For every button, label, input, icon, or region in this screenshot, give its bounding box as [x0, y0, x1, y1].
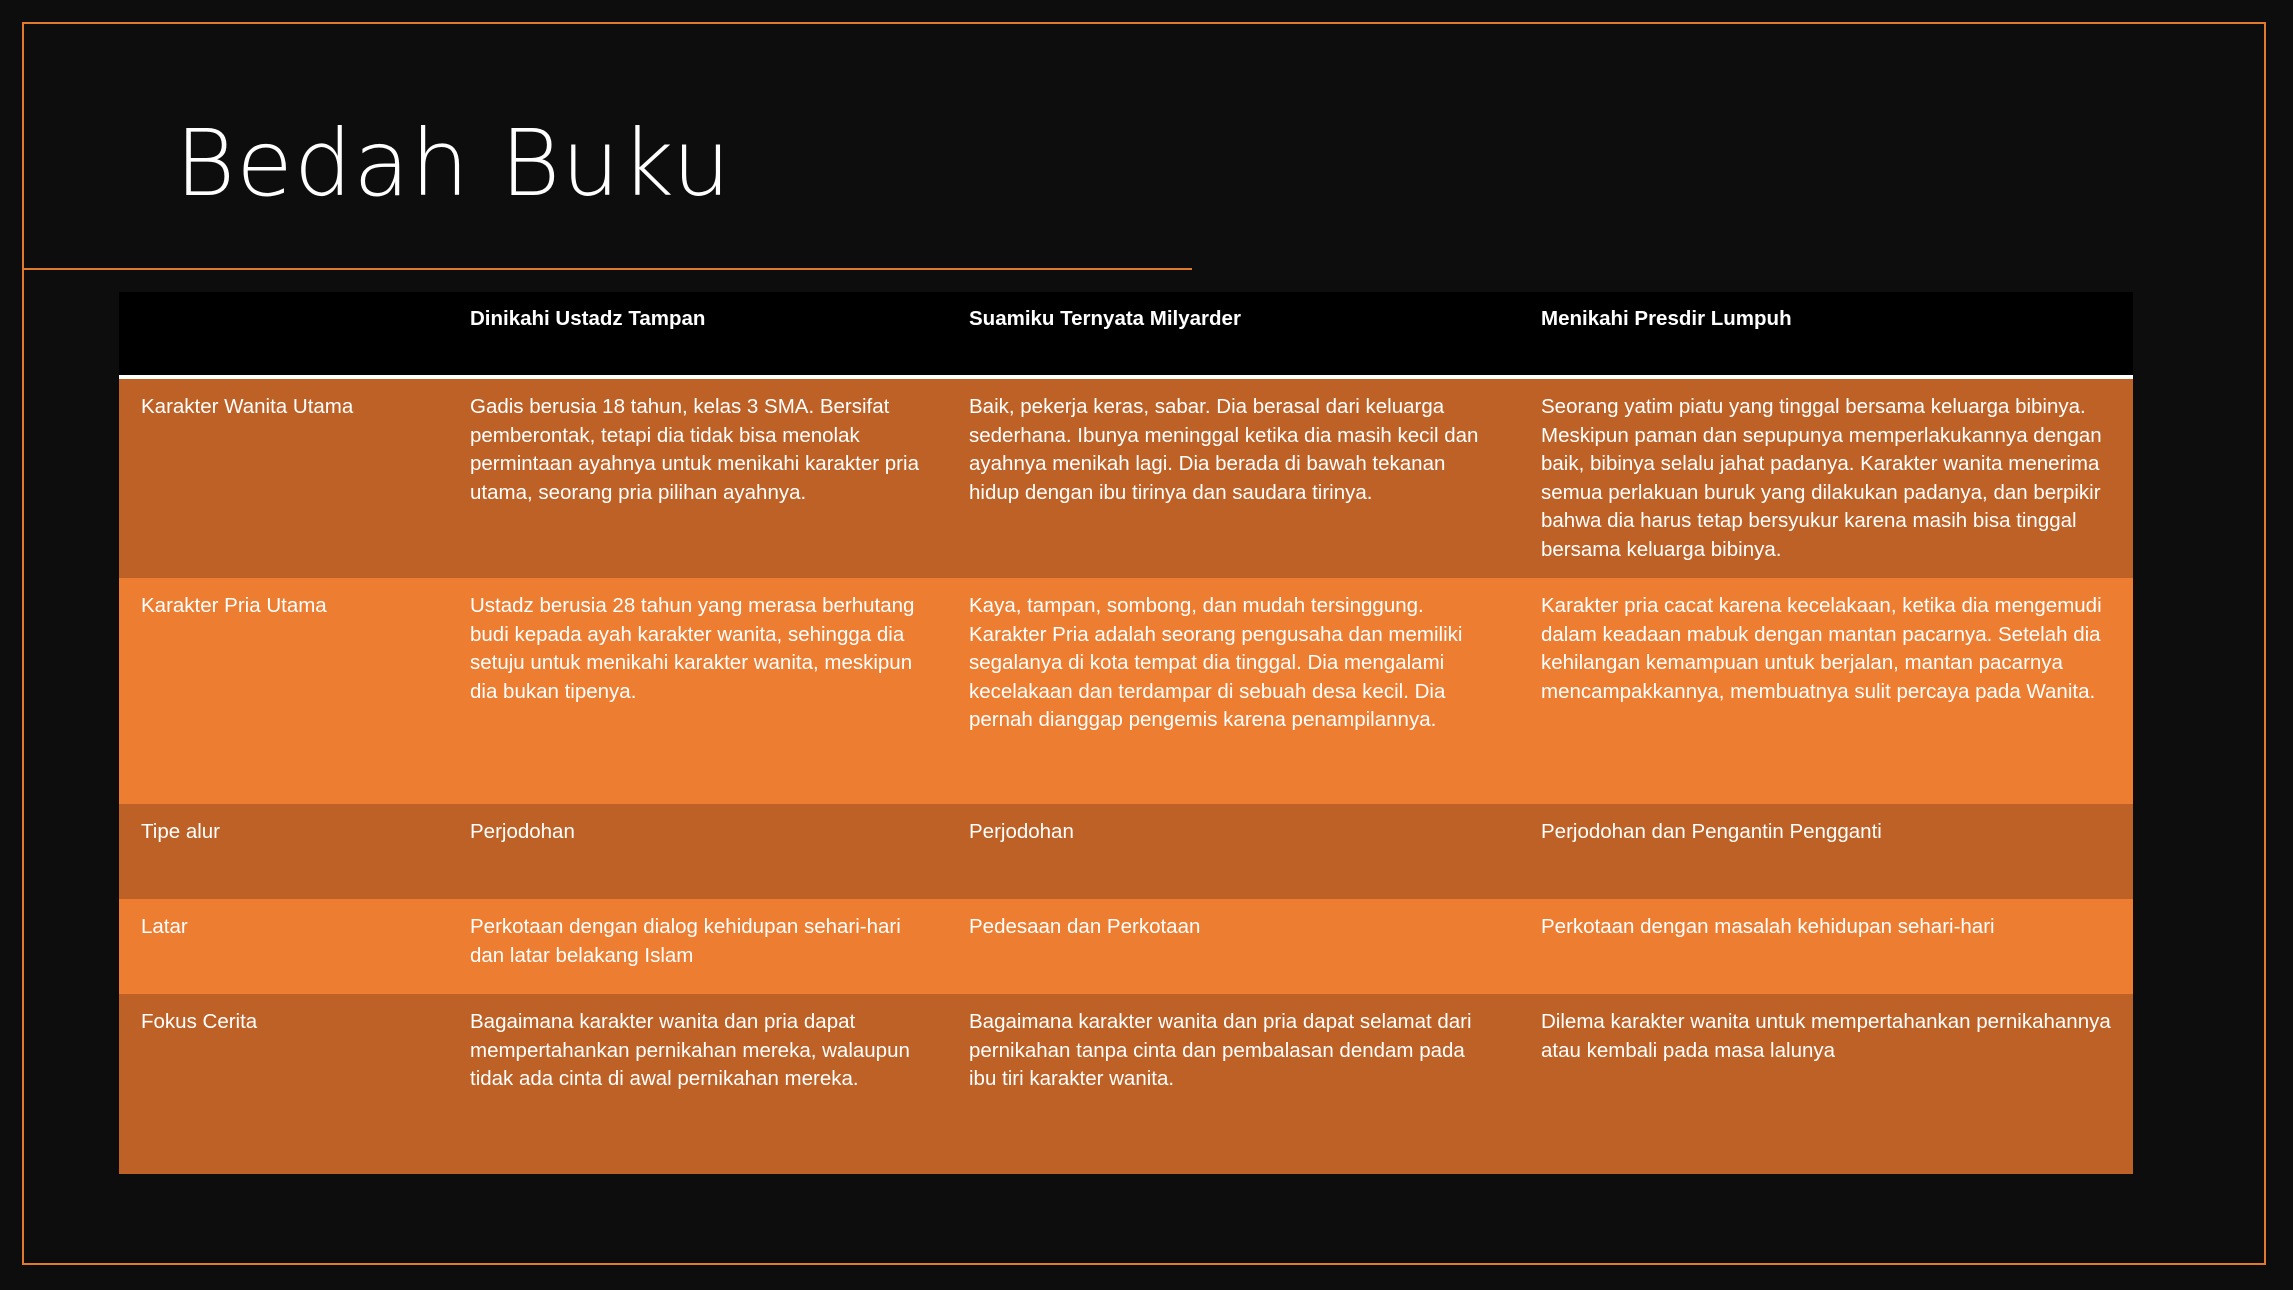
table-cell: Pedesaan dan Perkotaan	[947, 899, 1519, 994]
title-underline	[22, 268, 1192, 270]
table-cell: Bagaimana karakter wanita dan pria dapat mempertahankan pernikahan mereka, walaupun tidak ada cinta di awal pernikahan mereka.	[448, 994, 947, 1174]
header-cell-book-3: Menikahi Presdir Lumpuh	[1519, 292, 2133, 377]
table-cell: Perkotaan dengan dialog kehidupan sehari-hari dan latar belakang Islam	[448, 899, 947, 994]
table-cell: Perjodohan dan Pengantin Pengganti	[1519, 804, 2133, 899]
table-cell: Gadis berusia 18 tahun, kelas 3 SMA. Bersifat pemberontak, tetapi dia tidak bisa menolak permintaan ayahnya untuk menikahi karakter pria utama, seorang pria pilihan ayahnya.	[448, 377, 947, 578]
comparison-table	[119, 292, 2133, 1174]
table-cell: Karakter pria cacat karena kecelakaan, ketika dia mengemudi dalam keadaan mabuk dengan mantan pacarnya. Setelah dia kehilangan kemampuan untuk berjalan, mantan pacarnya mencampakkannya, membuatnya sulit percaya pada Wanita.	[1519, 578, 2133, 804]
row-label: Karakter Pria Utama	[119, 578, 448, 804]
table-cell: Perkotaan dengan masalah kehidupan sehari-hari	[1519, 899, 2133, 994]
header-cell-book-2: Suamiku Ternyata Milyarder	[947, 292, 1519, 377]
table-cell: Baik, pekerja keras, sabar. Dia berasal dari keluarga sederhana. Ibunya meninggal ketika dia masih kecil dan ayahnya menikah lagi. Dia berada di bawah tekanan hidup dengan ibu tirinya dan saudara tirinya.	[947, 377, 1519, 578]
table-cell: Bagaimana karakter wanita dan pria dapat selamat dari pernikahan tanpa cinta dan pembalasan dendam pada ibu tiri karakter wanita.	[947, 994, 1519, 1174]
header-cell-book-1: Dinikahi Ustadz Tampan	[448, 292, 947, 377]
row-label: Tipe alur	[119, 804, 448, 899]
header-cell-empty	[119, 292, 448, 377]
row-label: Fokus Cerita	[119, 994, 448, 1174]
table-cell: Perjodohan	[448, 804, 947, 899]
table-row	[119, 578, 2133, 804]
table-row	[119, 899, 2133, 994]
table-row	[119, 804, 2133, 899]
row-label: Latar	[119, 899, 448, 994]
slide-title: Bedah Buku	[175, 110, 732, 217]
table-cell: Kaya, tampan, sombong, dan mudah tersinggung. Karakter Pria adalah seorang pengusaha dan memiliki segalanya di kota tempat dia tinggal. Dia mengalami kecelakaan dan terdampar di sebuah desa kecil. Dia pernah dianggap pengemis karena penampilannya.	[947, 578, 1519, 804]
comparison-table-container	[119, 292, 2133, 1174]
table-row	[119, 377, 2133, 578]
table-cell: Seorang yatim piatu yang tinggal bersama keluarga bibinya. Meskipun paman dan sepupunya memperlakukannya dengan baik, bibinya selalu jahat padanya. Karakter wanita menerima semua perlakuan buruk yang dilakukan padanya, dan berpikir bahwa dia harus tetap bersyukur karena masih bisa tinggal bersama keluarga bibinya.	[1519, 377, 2133, 578]
table-cell: Dilema karakter wanita untuk mempertahankan pernikahannya atau kembali pada masa lalunya	[1519, 994, 2133, 1174]
table-cell: Ustadz berusia 28 tahun yang merasa berhutang budi kepada ayah karakter wanita, sehingga dia setuju untuk menikahi karakter wanita, meskipun dia bukan tipenya.	[448, 578, 947, 804]
table-cell: Perjodohan	[947, 804, 1519, 899]
row-label: Karakter Wanita Utama	[119, 377, 448, 578]
table-header-row	[119, 292, 2133, 377]
table-row	[119, 994, 2133, 1174]
